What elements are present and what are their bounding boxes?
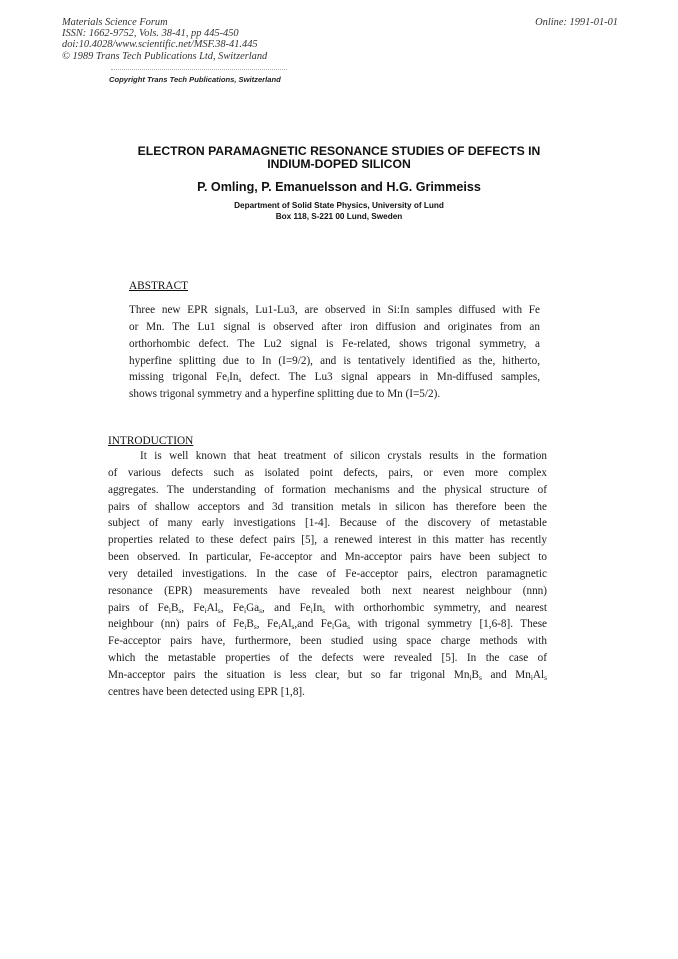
journal-header [62, 17, 267, 62]
abstract-line: hyperfine splitting due to In (I=9/2), and is tentatively identified as the, hitherto, [129, 354, 540, 367]
introduction-body [108, 448, 547, 701]
introduction-heading: INTRODUCTION [108, 435, 194, 447]
affiliation-line-1: Department of Solid State Physics, University of Lund [234, 201, 444, 210]
intro-line: of various defects such as isolated point defects, pairs, or even more complex [108, 466, 547, 479]
abstract-body [129, 302, 540, 403]
intro-line: subject of many early investigations [1-4]. Because of the discovery of metastable [108, 517, 547, 530]
abstract-line: shows trigonal symmetry and a hyperfine splitting due to Mn (I=5/2). [129, 388, 441, 401]
intro-line: which the metastable properties of the defects were revealed [5]. In the case of [108, 652, 547, 665]
copyright-stamp: Copyright Trans Tech Publications, Switzerland [109, 75, 281, 84]
abstract-line: missing trigonal $Fe_iIn_s$ defect. The Lu3 signal appears in Mn-diffused samples, [129, 371, 540, 385]
affiliation [80, 200, 598, 223]
abstract-line: or Mn. The Lu1 signal is observed after iron diffusion and originates from an [129, 320, 540, 333]
intro-line: been observed. In particular, Fe-acceptor and Mn-acceptor pairs have been subject to [108, 551, 547, 564]
header-divider [111, 69, 287, 71]
abstract-line: Three new EPR signals, Lu1-Lu3, are observed in Si:In samples diffused with Fe [129, 304, 540, 316]
intro-line: Mn-acceptor pairs the situation is less clear, but so far trigonal $Mn_iB_s$ and $Mn_iAl_s$ [108, 668, 547, 682]
doi-line: doi:10.4028/www.scientific.net/MSF.38-41.445 [62, 39, 258, 51]
affiliation-line-2: Box 118, S-221 00 Lund, Sweden [275, 212, 403, 222]
journal-name: Materials Science Forum [62, 17, 168, 28]
abstract-line: orthorhombic defect. The Lu2 signal is Fe-related, shows trigonal symmetry, a [129, 337, 540, 350]
intro-line: pairs of shallow acceptors and 3d transition metals in silicon has therefore been the [108, 500, 547, 513]
intro-line: neighbour (nn) pairs of $Fe_iB_s$, $Fe_iAl_s,and$ $Fe_iGa_s$ with trigonal symmetry [1,6-8]. These [108, 618, 548, 632]
intro-line: It is well known that heat treatment of silicon crystals results in the formation [140, 450, 547, 462]
paper-authors: P. Omling, P. Emanuelsson and H.G. Grimmeiss [197, 180, 481, 194]
intro-line: resonance (EPR) measurements have revealed both next nearest neighbour (nnn) [108, 584, 547, 597]
copyright-line: © 1989 Trans Tech Publications Ltd, Switzerland [62, 50, 268, 62]
paper-title [80, 145, 598, 171]
intro-line: very detailed investigations. In the case of Fe-acceptor pairs, electron paramagnetic [108, 567, 547, 580]
title-line-2: INDIUM-DOPED SILICON [267, 157, 411, 171]
intro-line: properties related to these defect pairs [5], a renewed interest in this matter has recently [108, 534, 547, 547]
online-date: Online: 1991-01-01 [535, 17, 618, 28]
intro-line: pairs of $Fe_iB_s$, $Fe_iAl_s$, $Fe_iGa_s$, and $Fe_iIn_s$ with orthorhombic symmetry, and nearest [108, 601, 548, 615]
issn-line: ISSN: 1662-9752, Vols. 38-41, pp 445-450 [62, 28, 239, 40]
abstract-heading: ABSTRACT [129, 280, 189, 292]
intro-line: aggregates. The understanding of formation mechanisms and the physical structure of [108, 483, 547, 496]
intro-line: Fe-acceptor pairs have, furthermore, been studied using space charge methods with [108, 635, 547, 648]
title-line-1: ELECTRON PARAMAGNETIC RESONANCE STUDIES OF DEFECTS IN [137, 144, 541, 158]
intro-line: centres have been detected using EPR [1,8]. [108, 685, 305, 698]
